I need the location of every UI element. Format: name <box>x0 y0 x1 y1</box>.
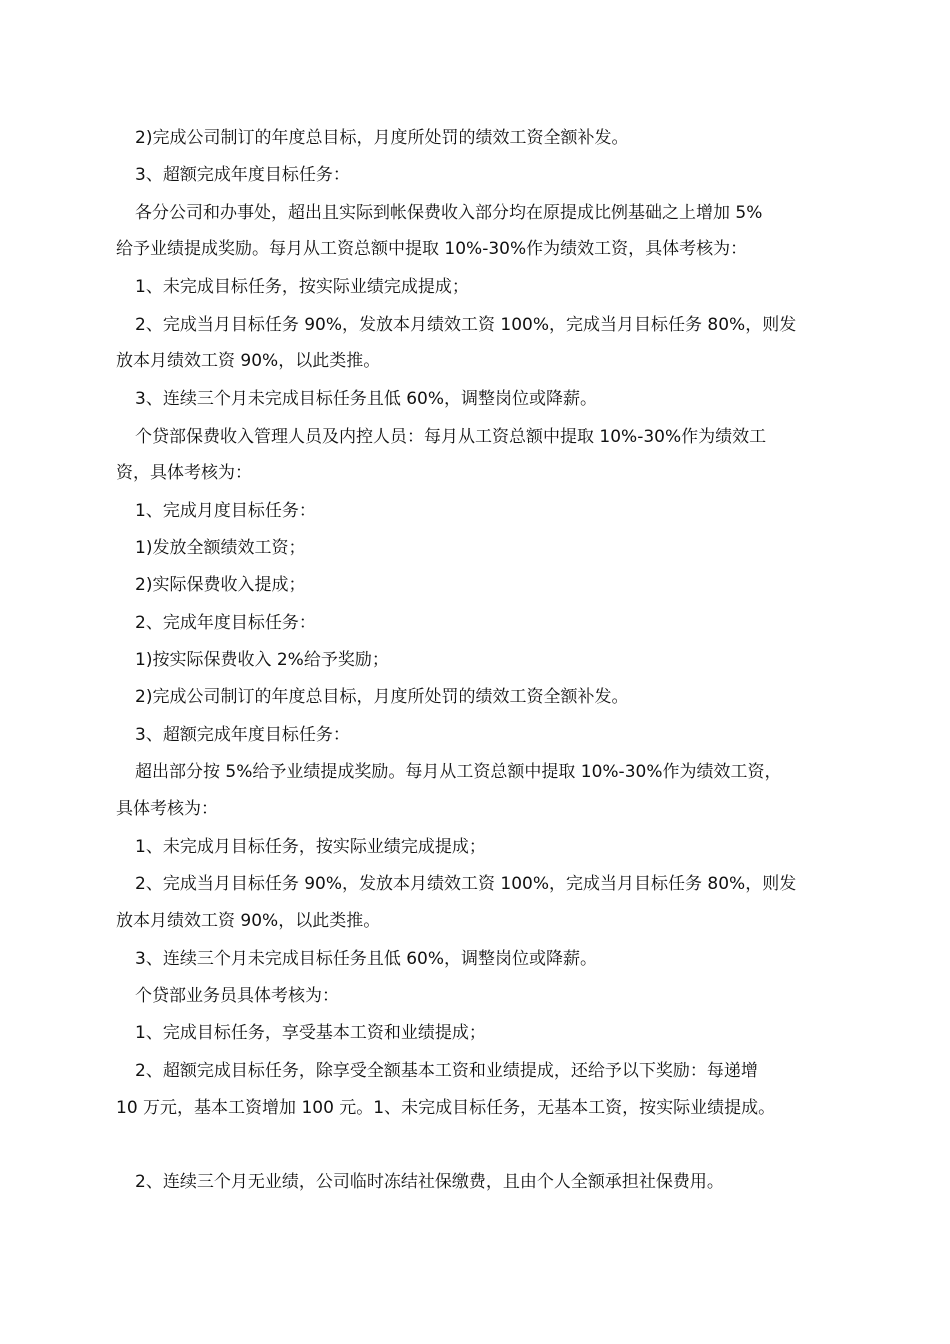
text-line: 2、完成当月目标任务 90%，发放本月绩效工资 100%，完成当月目标任务 80%，则发 <box>135 315 797 335</box>
text-line: 3、连续三个月未完成目标任务且低 60%，调整岗位或降薪。 <box>135 949 598 969</box>
text-line: 个贷部保费收入管理人员及内控人员：每月从工资总额中提取 10%-30%作为绩效工 <box>135 427 767 447</box>
text-line: 放本月绩效工资 90%，以此类推。 <box>116 351 381 371</box>
text-line: 2、超额完成目标任务，除享受全额基本工资和业绩提成，还给予以下奖励：每递增 <box>135 1061 758 1081</box>
text-line: 1)发放全额绩效工资； <box>135 538 306 558</box>
text-line: 1、完成目标任务，享受基本工资和业绩提成； <box>135 1023 486 1043</box>
text-line: 10 万元，基本工资增加 100 元。1、未完成目标任务，无基本工资，按实际业绩提成。 <box>116 1098 776 1118</box>
text-line: 2、连续三个月无业绩，公司临时冻结社保缴费，且由个人全额承担社保费用。 <box>135 1172 724 1192</box>
text-line: 各分公司和办事处，超出且实际到帐保费收入部分均在原提成比例基础之上增加 5% <box>135 203 763 223</box>
text-line: 2、完成当月目标任务 90%，发放本月绩效工资 100%，完成当月目标任务 80%，则发 <box>135 874 797 894</box>
text-line: 放本月绩效工资 90%，以此类推。 <box>116 911 381 931</box>
text-line: 1、未完成目标任务，按实际业绩完成提成； <box>135 277 469 297</box>
text-line: 3、超额完成年度目标任务： <box>135 165 350 185</box>
text-line: 2)完成公司制订的年度总目标，月度所处罚的绩效工资全额补发。 <box>135 128 629 148</box>
text-line: 2、完成年度目标任务： <box>135 613 316 633</box>
text-line: 3、连续三个月未完成目标任务且低 60%，调整岗位或降薪。 <box>135 389 598 409</box>
text-line: 2)完成公司制订的年度总目标，月度所处罚的绩效工资全额补发。 <box>135 687 629 707</box>
text-line: 1)按实际保费收入 2%给予奖励； <box>135 650 389 670</box>
text-line: 资，具体考核为： <box>116 463 252 483</box>
text-line: 具体考核为： <box>116 799 218 819</box>
text-line: 个贷部业务员具体考核为： <box>135 986 339 1006</box>
text-line: 3、超额完成年度目标任务： <box>135 725 350 745</box>
text-line: 2)实际保费收入提成； <box>135 575 306 595</box>
text-line: 1、未完成月目标任务，按实际业绩完成提成； <box>135 837 486 857</box>
text-line: 给予业绩提成奖励。每月从工资总额中提取 10%-30%作为绩效工资，具体考核为： <box>116 239 748 259</box>
text-line: 1、完成月度目标任务： <box>135 501 316 521</box>
text-line: 超出部分按 5%给予业绩提成奖励。每月从工资总额中提取 10%-30%作为绩效工资， <box>135 762 782 782</box>
